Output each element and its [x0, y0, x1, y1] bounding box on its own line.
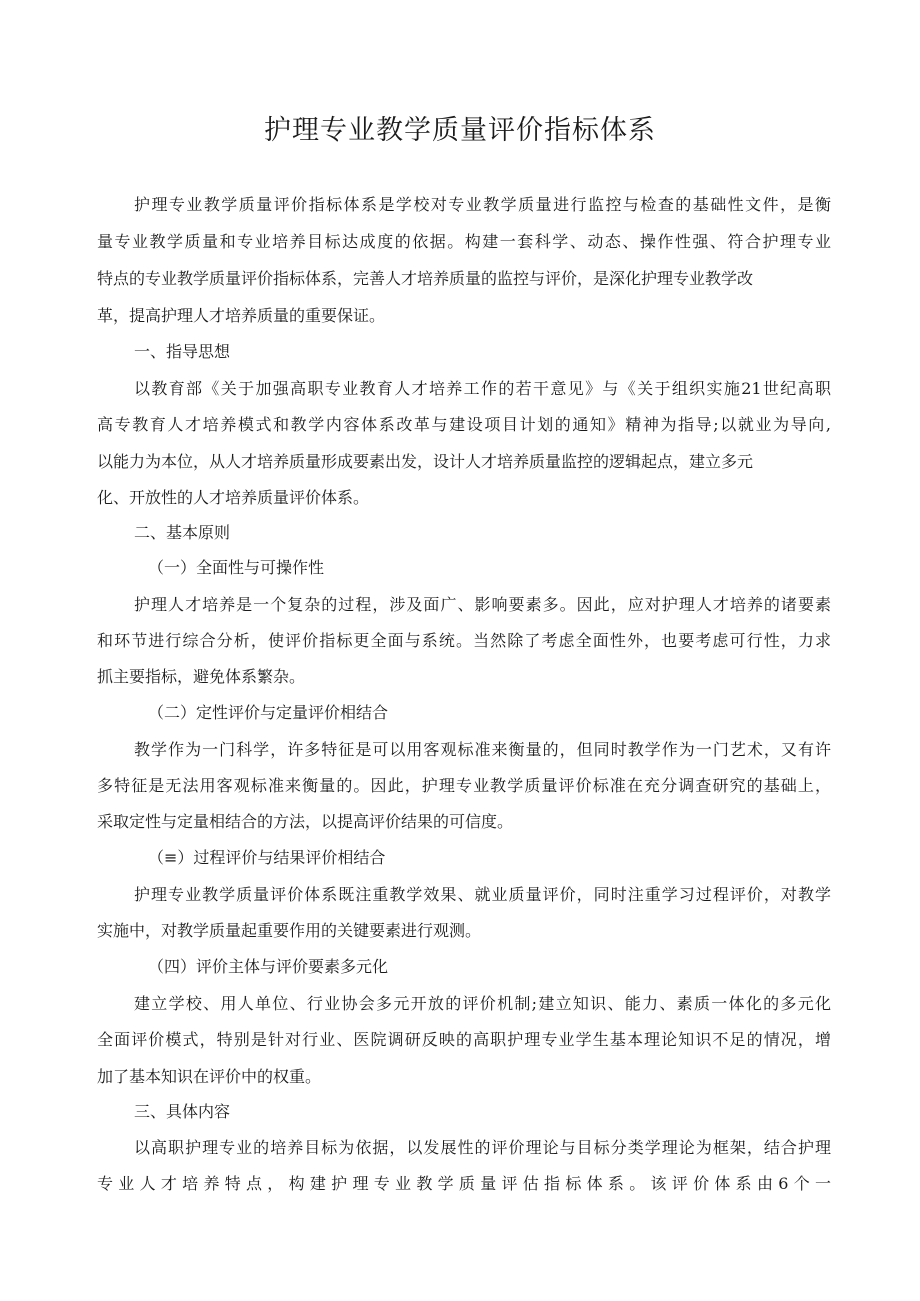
paragraph-line: 护理专业教学质量评价指标体系是学校对专业教学质量进行监控与检查的基础性文件，是衡 — [134, 195, 831, 214]
paragraph-line: 专业人才培养特点，构建护理专业教学质量评估指标体系。该评价体系由6个一 — [97, 1174, 831, 1193]
paragraph-line: 和环节进行综合分析，使评价指标更全面与系统。当然除了考虑全面性外，也要考虑可行性，力求 — [97, 631, 831, 650]
section-heading-3: 三、具体内容 — [134, 1102, 231, 1121]
section-heading-2: 二、基本原则 — [134, 523, 231, 542]
subsection-heading-2: （二）定性评价与定量评价相结合 — [148, 703, 389, 722]
paragraph-line: 建立学校、用人单位、行业协会多元开放的评价机制;建立知识、能力、素质一体化的多元化 — [134, 994, 831, 1013]
paragraph-line: 教学作为一门科学，许多特征是可以用客观标准来衡量的，但同时教学作为一门艺术，又有许 — [134, 740, 831, 759]
paragraph-line: 实施中，对教学质量起重要作用的关键要素进行观测。 — [97, 921, 482, 940]
paragraph-line: 多特征是无法用客观标准来衡量的。因此，护理专业教学质量评价标准在充分调查研究的基础上， — [97, 776, 831, 795]
paragraph-line: 量专业教学质量和专业培养目标达成度的依据。构建一套科学、动态、操作性强、符合护理专业 — [97, 232, 831, 251]
paragraph-line: 护理人才培养是一个复杂的过程，涉及面广、影响要素多。因此，应对护理人才培养的诸要素 — [134, 595, 831, 614]
paragraph-line: 采取定性与定量相结合的方法，以提高评价结果的可信度。 — [97, 812, 514, 831]
document-title: 护理专业教学质量评价指标体系 — [264, 115, 656, 146]
paragraph-line: 全面评价模式，特别是针对行业、医院调研反映的高职护理专业学生基本理论知识不足的情况，增 — [97, 1030, 831, 1049]
paragraph-line: 特点的专业教学质量评价指标体系，完善人才培养质量的监控与评价，是深化护理专业教学改 — [97, 269, 754, 288]
subsection-heading-3: （≡）过程评价与结果评价相结合 — [148, 848, 386, 867]
paragraph-line: 护理专业教学质量评价体系既注重教学效果、就业质量评价，同时注重学习过程评价，对教学 — [134, 885, 831, 904]
section-heading-1: 一、指导思想 — [134, 342, 231, 361]
paragraph-line: 高专教育人才培养模式和教学内容体系改革与建设项目计划的通知》精神为指导;以就业为导向, — [97, 415, 831, 434]
paragraph-line: 革，提高护理人才培养质量的重要保证。 — [97, 306, 386, 325]
subsection-heading-1: （一）全面性与可操作性 — [148, 558, 325, 577]
paragraph-line: 加了基本知识在评价中的权重。 — [97, 1067, 322, 1086]
paragraph-line: 以教育部《关于加强高职专业教育人才培养工作的若干意见》与《关于组织实施21世纪高职 — [134, 379, 831, 398]
paragraph-line: 化、开放性的人才培养质量评价体系。 — [97, 488, 370, 507]
paragraph-line: 抓主要指标，避免体系繁杂。 — [97, 667, 306, 686]
paragraph-line: 以高职护理专业的培养目标为依据，以发展性的评价理论与目标分类学理论为框架，结合护理 — [134, 1138, 831, 1157]
paragraph-line: 以能力为本位，从人才培养质量形成要素出发，设计人才培养质量监控的逻辑起点，建立多元 — [97, 452, 754, 471]
subsection-heading-4: （四）评价主体与评价要素多元化 — [148, 957, 389, 976]
